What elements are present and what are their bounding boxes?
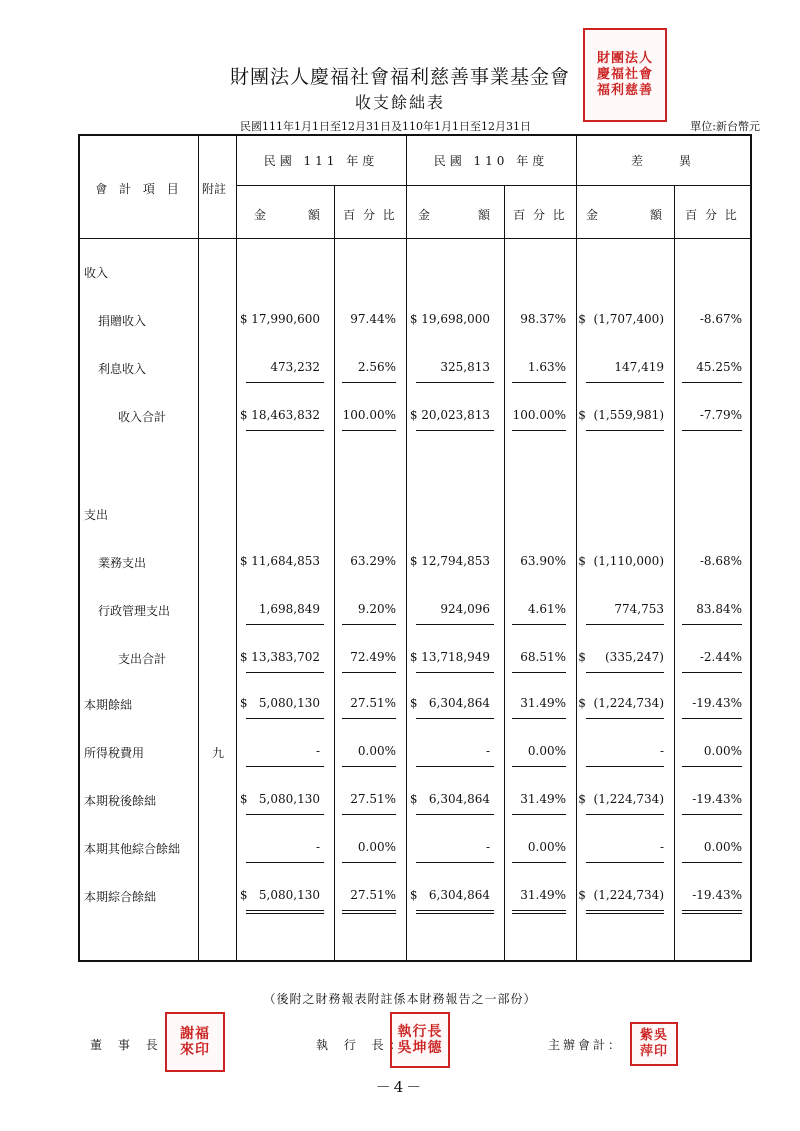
underline: [512, 766, 566, 767]
underline: [512, 718, 566, 719]
row-label: 本期其他綜合餘絀: [84, 842, 181, 856]
col-group-110: 民國 110 年度: [433, 154, 549, 168]
chairman-label: 董 事 長：: [90, 1038, 182, 1052]
underline: [512, 430, 566, 431]
underline: [246, 913, 324, 914]
amount-header-diff: 金: [586, 208, 599, 222]
underline: [246, 862, 324, 863]
underline: [342, 430, 396, 431]
cell-p3: 83.84%: [696, 602, 742, 616]
underline: [416, 766, 494, 767]
row-note: 九: [212, 746, 225, 760]
underline: [342, 382, 396, 383]
underline: [246, 430, 324, 431]
cell-p3: -7.79%: [699, 408, 742, 422]
underline: [246, 672, 324, 673]
underline: [342, 910, 396, 911]
cell-a1: -: [315, 840, 320, 854]
underline: [682, 913, 742, 914]
col-group-diff: 差 異: [630, 154, 695, 168]
cell-p2: 31.49%: [520, 792, 566, 806]
statement-table: [78, 134, 752, 962]
underline: [682, 718, 742, 719]
chairman-seal: 謝福 來印: [165, 1012, 225, 1072]
row-label: 業務支出: [98, 556, 147, 570]
cell-a1: $ 11,684,853: [239, 554, 320, 568]
col-header-item: 會 計 項 目: [95, 182, 183, 196]
row-label: 收入: [84, 266, 109, 280]
cell-a2: $ 12,794,853: [409, 554, 490, 568]
row-label: 本期稅後餘絀: [84, 794, 157, 808]
cell-p2: 31.49%: [520, 696, 566, 710]
cell-p3: -2.44%: [699, 650, 742, 664]
cell-a3: $ (335,247): [578, 650, 664, 664]
underline: [246, 718, 324, 719]
cell-a3: $ (1,707,400): [578, 312, 664, 326]
underline: [682, 814, 742, 815]
ceo-seal: 執行長 吳坤德: [390, 1012, 450, 1068]
underline: [586, 814, 664, 815]
underline: [342, 718, 396, 719]
underline: [416, 624, 494, 625]
row-label: 捐贈收入: [98, 314, 147, 328]
accountant-label: 主辦會計：: [548, 1038, 624, 1052]
cell-p3: -8.67%: [699, 312, 742, 326]
cell-p1: 2.56%: [357, 360, 396, 374]
underline: [246, 766, 324, 767]
underline: [586, 672, 664, 673]
cell-p2: 63.90%: [520, 554, 566, 568]
cell-p2: 1.63%: [527, 360, 566, 374]
cell-p2: 0.00%: [527, 744, 566, 758]
cell-p1: 0.00%: [357, 840, 396, 854]
cell-a1: $ 5,080,130: [239, 888, 320, 902]
underline: [416, 913, 494, 914]
underline: [512, 913, 566, 914]
underline: [246, 382, 324, 383]
underline: [682, 382, 742, 383]
cell-a3: 774,753: [614, 602, 664, 616]
report-period: 民國111年1月1日至12月31日及110年1月1日至12月31日: [240, 120, 531, 133]
row-label: 支出合計: [118, 652, 167, 666]
amount-header-111: 金: [254, 208, 267, 222]
underline: [416, 718, 494, 719]
cell-p2: 68.51%: [520, 650, 566, 664]
row-label: 本期餘絀: [84, 698, 133, 712]
pct-header-110: 百 分 比: [513, 208, 567, 222]
underline: [416, 430, 494, 431]
cell-a3: $ (1,224,734): [578, 888, 664, 902]
col-group-111: 民國 111 年度: [263, 154, 379, 168]
underline: [682, 910, 742, 911]
cell-a2: 325,813: [440, 360, 490, 374]
cell-p3: -19.43%: [692, 696, 742, 710]
underline: [586, 718, 664, 719]
underline: [682, 624, 742, 625]
underline: [416, 672, 494, 673]
amount-header-110-b: 額: [478, 208, 491, 222]
cell-p1: 0.00%: [357, 744, 396, 758]
underline: [342, 913, 396, 914]
cell-p1: 72.49%: [350, 650, 396, 664]
cell-a1: 1,698,849: [258, 602, 320, 616]
ceo-label: 執 行 長：: [316, 1038, 408, 1052]
amount-header-110: 金: [418, 208, 431, 222]
cell-a3: $ (1,110,000): [578, 554, 664, 568]
page-number: －4－: [375, 1078, 425, 1096]
cell-a3: $ (1,559,981): [578, 408, 664, 422]
underline: [682, 766, 742, 767]
cell-a3: -: [659, 744, 664, 758]
cell-a1: $ 17,990,600: [239, 312, 320, 326]
underline: [416, 910, 494, 911]
cell-a3: $ (1,224,734): [578, 792, 664, 806]
cell-a2: $ 6,304,864: [409, 792, 490, 806]
cell-a2: $ 13,718,949: [409, 650, 490, 664]
underline: [682, 672, 742, 673]
underline: [512, 382, 566, 383]
underline: [512, 672, 566, 673]
cell-a3: $ (1,224,734): [578, 696, 664, 710]
cell-p1: 27.51%: [350, 888, 396, 902]
underline: [682, 862, 742, 863]
cell-p3: 0.00%: [703, 840, 742, 854]
underline: [416, 382, 494, 383]
cell-a2: $ 6,304,864: [409, 888, 490, 902]
report-title: 收支餘絀表: [354, 93, 445, 112]
row-label: 收入合計: [118, 410, 167, 424]
underline: [512, 814, 566, 815]
underline: [246, 624, 324, 625]
cell-a2: $ 20,023,813: [409, 408, 490, 422]
underline: [342, 862, 396, 863]
row-label: 行政管理支出: [98, 604, 171, 618]
cell-a1: -: [315, 744, 320, 758]
row-label: 利息收入: [98, 362, 147, 376]
cell-p2: 31.49%: [520, 888, 566, 902]
cell-a3: -: [659, 840, 664, 854]
cell-p3: -19.43%: [692, 888, 742, 902]
cell-p2: 0.00%: [527, 840, 566, 854]
amount-header-111-b: 額: [308, 208, 321, 222]
underline: [342, 672, 396, 673]
cell-a1: 473,232: [270, 360, 320, 374]
underline: [512, 862, 566, 863]
cell-a2: $ 6,304,864: [409, 696, 490, 710]
cell-a3: 147,419: [614, 360, 664, 374]
row-label: 支出: [84, 508, 109, 522]
underline: [586, 430, 664, 431]
cell-a1: $ 13,383,702: [239, 650, 320, 664]
cell-a2: -: [485, 744, 490, 758]
underline: [342, 814, 396, 815]
row-label: 所得稅費用: [84, 746, 145, 760]
cell-a2: $ 19,698,000: [409, 312, 490, 326]
underline: [342, 766, 396, 767]
org-name: 財團法人慶福社會福利慈善事業基金會: [229, 66, 570, 88]
footer-note: （後附之財務報表附註係本財務報告之一部份）: [263, 992, 537, 1006]
cell-p2: 4.61%: [527, 602, 566, 616]
pct-header-111: 百 分 比: [343, 208, 397, 222]
cell-a1: $ 5,080,130: [239, 792, 320, 806]
cell-p3: 0.00%: [703, 744, 742, 758]
underline: [246, 910, 324, 911]
cell-p1: 97.44%: [350, 312, 396, 326]
amount-header-diff-b: 額: [650, 208, 663, 222]
cell-p3: -8.68%: [699, 554, 742, 568]
underline: [342, 624, 396, 625]
pct-header-diff: 百 分 比: [685, 208, 739, 222]
underline: [586, 766, 664, 767]
foundation-seal: 財團法人 慶福社會 福利慈善: [583, 28, 667, 122]
underline: [586, 624, 664, 625]
underline: [586, 913, 664, 914]
cell-p3: -19.43%: [692, 792, 742, 806]
underline: [416, 862, 494, 863]
cell-p1: 63.29%: [350, 554, 396, 568]
cell-p2: 98.37%: [520, 312, 566, 326]
cell-a1: $ 18,463,832: [239, 408, 320, 422]
underline: [586, 382, 664, 383]
accountant-seal: 紫吳 萍印: [630, 1022, 678, 1066]
cell-p1: 100.00%: [342, 408, 396, 422]
cell-p2: 100.00%: [512, 408, 566, 422]
cell-a2: 924,096: [440, 602, 490, 616]
cell-a1: $ 5,080,130: [239, 696, 320, 710]
underline: [586, 862, 664, 863]
underline: [586, 910, 664, 911]
col-header-note: 附註: [202, 182, 227, 196]
currency-unit: 單位:新台幣元: [690, 120, 760, 133]
cell-p1: 9.20%: [357, 602, 396, 616]
cell-p3: 45.25%: [696, 360, 742, 374]
underline: [416, 814, 494, 815]
underline: [682, 430, 742, 431]
underline: [512, 910, 566, 911]
underline: [246, 814, 324, 815]
row-label: 本期綜合餘絀: [84, 890, 157, 904]
cell-p1: 27.51%: [350, 696, 396, 710]
underline: [512, 624, 566, 625]
cell-a2: -: [485, 840, 490, 854]
cell-p1: 27.51%: [350, 792, 396, 806]
